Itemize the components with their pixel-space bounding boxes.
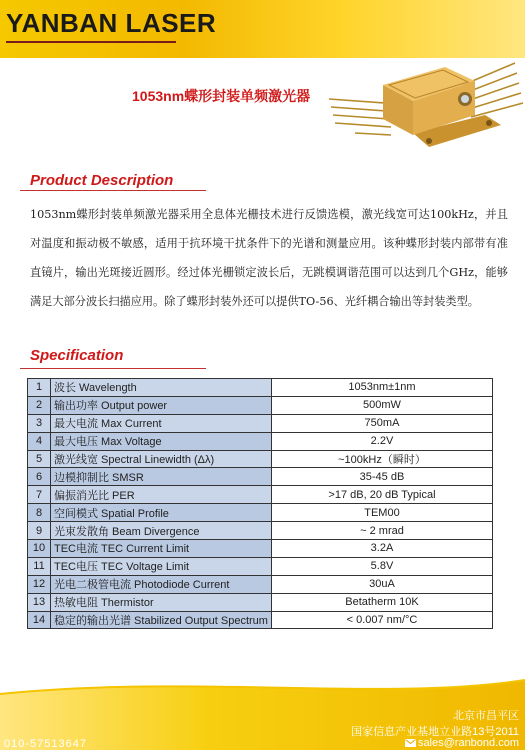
spec-parameter-cell: 光电二极管电流 Photodiode Current xyxy=(51,575,272,593)
description-heading: Product Description xyxy=(30,172,174,189)
table-row xyxy=(28,504,493,522)
spec-number-cell: 8 xyxy=(28,504,51,522)
footer-email[interactable]: sales@ranbond.com xyxy=(417,737,519,749)
spec-number-cell: 10 xyxy=(28,540,51,558)
brand-underline xyxy=(6,41,176,43)
page-title: 1053nm蝶形封装单频激光器 xyxy=(132,88,311,104)
spec-number-cell: 5 xyxy=(28,450,51,468)
description-text xyxy=(30,200,508,316)
spec-parameter-cell: 激光线宽 Spectral Linewidth (Δλ) xyxy=(51,450,272,468)
footer-phone: 010-57513647 xyxy=(4,738,87,750)
spec-number-cell: 14 xyxy=(28,611,51,629)
spec-value-cell: 35-45 dB xyxy=(271,468,492,486)
mail-icon xyxy=(405,739,416,747)
spec-parameter-cell: 输出功率 Output power xyxy=(51,396,272,414)
spec-number-cell: 3 xyxy=(28,414,51,432)
spec-value-cell: ~100kHz（瞬时） xyxy=(271,450,492,468)
spec-parameter-cell: TEC电压 TEC Voltage Limit xyxy=(51,557,272,575)
laser-module-image xyxy=(325,55,525,165)
spec-value-cell: 3.2A xyxy=(271,540,492,558)
spec-number-cell: 6 xyxy=(28,468,51,486)
table-row xyxy=(28,575,493,593)
description-rule xyxy=(20,190,206,191)
spec-parameter-cell: 波长 Wavelength xyxy=(51,379,272,397)
table-row xyxy=(28,540,493,558)
footer-address-line2: 国家信息产业基地立业路13号2011 xyxy=(351,726,519,738)
table-row xyxy=(28,486,493,504)
spec-parameter-cell: 稳定的输出光谱 Stabilized Output Spectrum xyxy=(51,611,272,629)
spec-value-cell: ~ 2 mrad xyxy=(271,522,492,540)
spec-parameter-cell: 最大电压 Max Voltage xyxy=(51,432,272,450)
table-row xyxy=(28,522,493,540)
brand-logo-text: YANBAN LASER xyxy=(6,8,217,38)
spec-parameter-cell: 最大电流 Max Current xyxy=(51,414,272,432)
table-row xyxy=(28,432,493,450)
spec-parameter-cell: 空间模式 Spatial Profile xyxy=(51,504,272,522)
table-row xyxy=(28,450,493,468)
spec-number-cell: 12 xyxy=(28,575,51,593)
spec-number-cell: 2 xyxy=(28,396,51,414)
spec-number-cell: 4 xyxy=(28,432,51,450)
spec-value-cell: 30uA xyxy=(271,575,492,593)
spec-value-cell: 1053nm±1nm xyxy=(271,379,492,397)
spec-value-cell: TEM00 xyxy=(271,504,492,522)
footer-email-row xyxy=(405,737,519,749)
description-paragraph: 1053nm蝶形封装单频激光器采用全息体光栅技术进行反馈选模，激光线宽可达100kHz，并且对温度和振动极不敏感，适用于抗环境干扰条件下的光谱和测量应用。该种蝶形封装内部带有准直镜片，输出光斑接近圆形。经过体光栅锁定波长后，无跳模调谐范围可以达到几个GHz，能够满足大部分波长扫描应用。除了蝶形封装外还可以提供TO-56、光纤耦合输出等封装类型。 xyxy=(30,208,508,308)
spec-value-cell: < 0.007 nm/°C xyxy=(271,611,492,629)
spec-value-cell: >17 dB, 20 dB Typical xyxy=(271,486,492,504)
spec-value-cell: 2.2V xyxy=(271,432,492,450)
table-row xyxy=(28,611,493,629)
spec-value-cell: 750mA xyxy=(271,414,492,432)
table-row xyxy=(28,396,493,414)
table-row xyxy=(28,593,493,611)
table-row xyxy=(28,414,493,432)
header-band xyxy=(0,0,525,58)
specification-table xyxy=(27,378,493,629)
table-row xyxy=(28,557,493,575)
spec-parameter-cell: TEC电流 TEC Current Limit xyxy=(51,540,272,558)
spec-number-cell: 9 xyxy=(28,522,51,540)
spec-number-cell: 1 xyxy=(28,379,51,397)
spec-parameter-cell: 热敏电阻 Thermistor xyxy=(51,593,272,611)
specification-heading: Specification xyxy=(30,347,124,364)
spec-number-cell: 7 xyxy=(28,486,51,504)
table-row xyxy=(28,379,493,397)
spec-parameter-cell: 光束发散角 Beam Divergence xyxy=(51,522,272,540)
footer-address-line1: 北京市昌平区 xyxy=(453,710,519,722)
spec-value-cell: 500mW xyxy=(271,396,492,414)
spec-number-cell: 11 xyxy=(28,557,51,575)
spec-value-cell: Betatherm 10K xyxy=(271,593,492,611)
table-row xyxy=(28,468,493,486)
spec-parameter-cell: 偏振消光比 PER xyxy=(51,486,272,504)
spec-value-cell: 5.8V xyxy=(271,557,492,575)
specification-rule xyxy=(20,368,206,369)
spec-parameter-cell: 边模抑制比 SMSR xyxy=(51,468,272,486)
spec-number-cell: 13 xyxy=(28,593,51,611)
